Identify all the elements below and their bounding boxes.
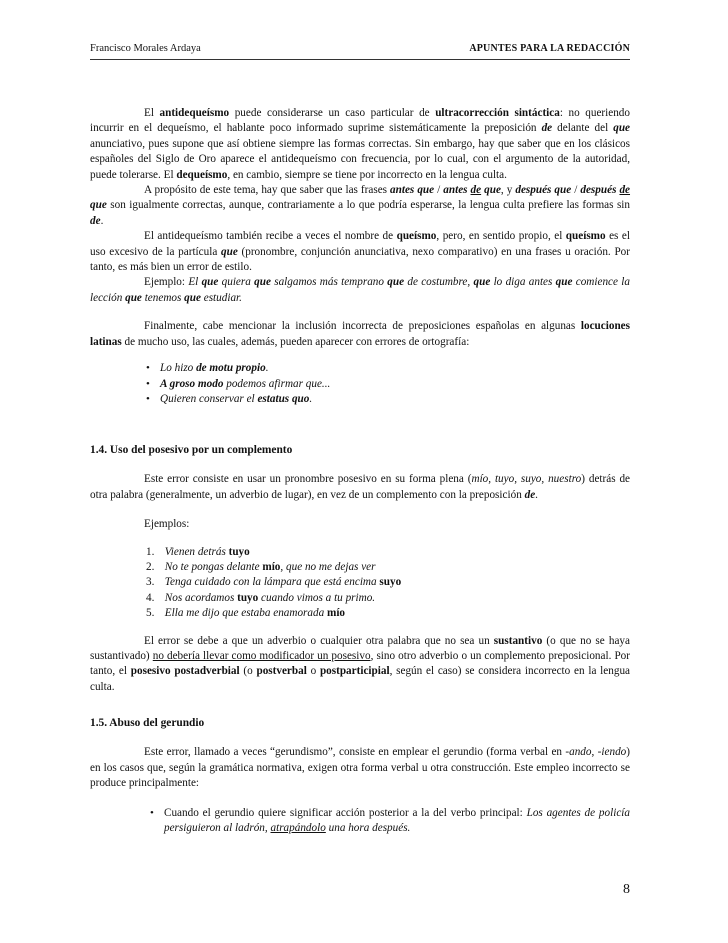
list-item (150, 806, 630, 837)
example-que: que (254, 276, 271, 289)
item-number: 2. (146, 561, 155, 574)
example-italic: salgamos más temprano (270, 276, 388, 289)
list-item (146, 377, 630, 392)
text: / (571, 184, 581, 197)
paragraph-antidequeismo (90, 106, 630, 183)
term-bold: postparticipial (319, 665, 390, 678)
phrase: de (90, 214, 101, 227)
text: anunciativo, pues supone que así obtiene siempre las formas correctas. Sin embargo, hay que saber que en los clásicos españoles del Siglo de Oro aparece el antidequeísmo con frecuencia, por lo cual, con el argumento de la autoridad, puede tolerarse. El (90, 137, 630, 181)
term-bold-italic: de (524, 488, 536, 501)
example-que: que (125, 291, 142, 304)
term-bold: suyo (379, 576, 402, 589)
text-italic: Vienen detrás (164, 545, 229, 558)
list-item (146, 560, 630, 575)
text: Cuando el gerundio quiere significar acción posterior a la del verbo principal: (164, 806, 527, 819)
example-que: que (201, 276, 219, 289)
text: Finalmente, cabe mencionar la inclusión incorrecta de preposiciones españolas en algunas (144, 320, 581, 333)
term-bold: posesivo postadverbial (130, 665, 240, 678)
text: El (144, 107, 160, 119)
text-italic: mío, tuyo, suyo, nuestro (471, 473, 582, 486)
paragraph-antes-despues (90, 183, 630, 229)
text: son igualmente correctas, aunque, contrariamente a lo que podría esperarse, la lengua culta prefiere las formas sin (106, 199, 630, 212)
example-italic: quiera (218, 276, 255, 289)
example-italic: El (188, 276, 202, 289)
example-italic: comience la lección (90, 276, 630, 304)
text-underlined: no debería llevar como modificador un posesivo (152, 650, 371, 663)
item-number: 5. (146, 607, 155, 620)
term-bold: queísmo (565, 230, 606, 243)
text: . (535, 488, 538, 501)
text: puede considerarse un caso particular de (229, 107, 436, 119)
text: , en cambio, siempre se tiene por incorrecto en la lengua culta. (227, 168, 507, 181)
text-italic: una hora después. (325, 822, 411, 835)
phrase: que (90, 199, 107, 212)
text: delante del (552, 122, 614, 135)
term-bold: tuyo (228, 545, 250, 558)
example-italic: lo diga antes (490, 276, 556, 289)
text: Quieren conservar el (160, 392, 258, 405)
phrase: antes (443, 184, 471, 197)
text: (pronombre, conjunción anunciativa, nexo comparativo) en una frases u oración. Por tanto, es más bien un error de estilo. (90, 245, 630, 274)
text-italic: No te pongas delante (164, 561, 263, 574)
text-italic: cuando vimos a tu primo. (258, 591, 376, 604)
term-bold: tuyo (237, 591, 259, 604)
example-italic: estudiar. (200, 291, 242, 304)
term-bold-italic: que (221, 245, 238, 258)
header-title: APUNTES PARA LA REDACCIÓN (469, 43, 630, 54)
text: ) detrás de otra palabra (generalmente, un adverbio de lugar), en vez de un complemento con la preposición (90, 473, 631, 501)
text: Este error, llamado a veces “gerundismo”, consiste en emplear el gerundio (forma verbal en (144, 746, 566, 759)
text: , y (500, 184, 516, 197)
text-italic: Tenga cuidado con la lámpara que está encima (164, 576, 380, 589)
text-italic: Nos acordamos (164, 591, 238, 604)
text: El error se debe a que un adverbio o cualquier otra palabra que no sea un (144, 634, 494, 647)
page-number: 8 (623, 882, 630, 897)
phrase: después que (515, 184, 572, 197)
term-bold: antidequeísmo (159, 107, 230, 119)
term-bold: postverbal (256, 665, 307, 678)
paragraph-locuciones (90, 319, 630, 350)
item-number: 1. (146, 545, 155, 558)
body-block-1 (90, 106, 630, 407)
examples-label: Ejemplos: (144, 518, 190, 531)
text-italic: -ando (565, 746, 592, 759)
latin-bullet-list (90, 361, 630, 407)
item-number: 3. (146, 576, 155, 589)
header-rule (90, 59, 630, 60)
term-bold: dequeísmo (176, 168, 228, 181)
list-item (146, 606, 630, 621)
text: , según el caso) se considera incorrecto en la lengua culta. (90, 665, 631, 693)
phrase-underlined: de (470, 184, 482, 197)
list-item (146, 361, 630, 376)
text: . (309, 392, 313, 405)
term-bold: sustantivo (493, 634, 543, 647)
section-heading-1-4: 1.4. Uso del posesivo por un complemento (90, 444, 293, 456)
item-number: 4. (146, 591, 155, 604)
text: . (100, 214, 104, 227)
text: (o (239, 665, 257, 678)
text: , (591, 746, 598, 759)
example-que: que (555, 276, 573, 289)
examples-list (90, 545, 630, 622)
term-bold: locuciones latinas (90, 320, 630, 348)
example-italic: tenemos (141, 291, 185, 304)
text: Este error consiste en usar un pronombre posesivo en su forma plena ( (144, 473, 472, 486)
phrase: que (481, 184, 501, 197)
text: o (306, 665, 320, 678)
paragraph-gerundio (90, 745, 630, 791)
text-italic: , que no me dejas ver (280, 561, 376, 574)
paragraph-queismo (90, 229, 630, 275)
phrase-underlined: de (619, 184, 631, 197)
text: , pero, en sentido propio, el (436, 230, 566, 243)
header-author: Francisco Morales Ardaya (90, 43, 201, 54)
term-bold-italic: estatus quo (257, 392, 310, 405)
text: Lo hizo (160, 362, 197, 375)
text: ) en los casos que, según la gramática normativa, exigen otra forma verbal u otra construcción. Este empleo incorrecto se produce principalmente: (90, 746, 630, 790)
text: : no queriendo incurrir en el dequeísmo, el hablante poco informado suprime sistemáticamente la preposición (90, 107, 630, 135)
term-bold: mío (262, 561, 281, 574)
text-italic: Ella me dijo que estaba enamorada (164, 607, 327, 620)
term-bold: mío (327, 607, 346, 620)
text-italic: Los agentes de policía persiguieron al ladrón, (164, 806, 630, 835)
section-heading-1-5: 1.5. Abuso del gerundio (90, 717, 205, 729)
text: es el uso excesivo de la partícula (90, 230, 630, 258)
text: A propósito de este tema, hay que saber que las frases (144, 184, 391, 197)
term-bold-italic: que (613, 122, 631, 135)
gerundio-bullet-list (90, 806, 630, 837)
paragraph-error-posesivo (90, 634, 630, 696)
example-que: que (184, 291, 201, 304)
section-1-5 (90, 716, 630, 836)
term-bold-italic: de motu propio (196, 362, 266, 375)
list-item (146, 392, 630, 407)
text: El antidequeísmo también recibe a veces el nombre de (144, 230, 397, 243)
term-bold: queísmo (396, 230, 437, 243)
list-item (146, 591, 630, 606)
example-que: que (387, 276, 405, 289)
phrase: después (580, 184, 620, 197)
term-bold-italic: de (541, 122, 553, 135)
example-italic: de costumbre, (404, 276, 474, 289)
list-item (146, 545, 630, 560)
example-que: que (473, 276, 491, 289)
phrase: antes que (390, 184, 435, 197)
text: . (265, 362, 269, 375)
text: podemos afirmar que... (223, 377, 331, 390)
section-1-4 (90, 443, 630, 695)
term-bold-italic: A groso modo (160, 377, 224, 390)
list-item (146, 575, 630, 590)
term-bold: ultracorrección sintáctica (435, 107, 560, 119)
text-italic: -iendo (597, 746, 627, 759)
text-italic-underlined: atrapándolo (270, 822, 326, 835)
paragraph-ejemplo (90, 275, 630, 306)
text: , sino otro adverbio o un complemento preposicional. Por tanto, el (90, 650, 630, 678)
text: de mucho uso, las cuales, además, pueden aparecer con errores de ortografía: (121, 335, 470, 348)
paragraph-posesivo (90, 472, 630, 503)
text: Ejemplo: (144, 276, 189, 289)
text: / (434, 184, 444, 197)
text: (o que no se haya sustantivado) (90, 634, 630, 663)
